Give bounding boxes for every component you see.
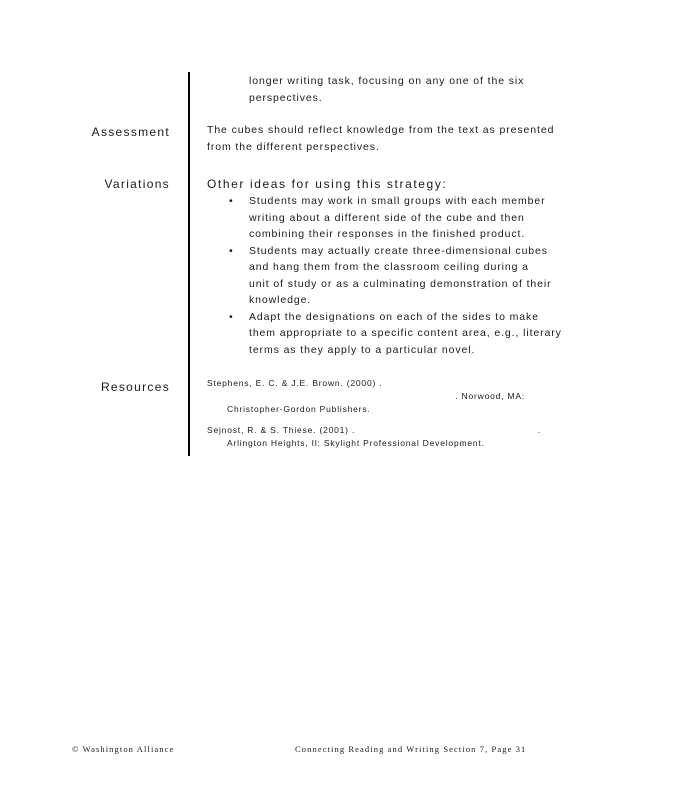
reference-entry xyxy=(207,377,547,416)
continuation-text xyxy=(249,73,524,106)
resources-label: Resources xyxy=(100,380,170,394)
list-item-line: writing about a different side of the cube and then xyxy=(249,211,525,224)
vertical-divider xyxy=(188,72,190,456)
continuation-line: perspectives. xyxy=(249,91,323,104)
continuation-line: longer writing task, focusing on any one of the six xyxy=(249,75,525,87)
assessment-line: from the different perspectives. xyxy=(207,140,380,153)
variations-list xyxy=(229,193,569,358)
list-item-line: unit of study or as a culminating demonstration of their xyxy=(249,277,552,290)
list-item-line: terms as they apply to a particular novel. xyxy=(249,343,476,356)
reference-line-tail: . Norwood, MA: xyxy=(455,391,525,401)
list-item-line: combining their responses in the finished product. xyxy=(249,228,526,240)
assessment-label: Assessment xyxy=(91,125,170,139)
list-item-line: Adapt the designations on each of the sides to make xyxy=(249,310,539,323)
list-item-line: them appropriate to a specific content area, e.g., literary xyxy=(249,327,562,339)
list-item-line: knowledge. xyxy=(249,294,312,306)
list-item xyxy=(229,243,569,309)
reference-publisher: Christopher-Gordon Publishers. xyxy=(227,404,371,414)
assessment-text xyxy=(207,122,554,155)
reference-line-tail: . xyxy=(537,425,541,435)
bullet-icon: • xyxy=(229,195,234,207)
bullet-icon: • xyxy=(229,244,234,257)
list-item-line: Students may work in small groups with each member xyxy=(249,195,546,207)
bullet-icon: • xyxy=(229,310,234,323)
list-item xyxy=(229,309,569,359)
reference-publisher: Arlington Heights, Il: Skylight Professional Development. xyxy=(227,438,485,448)
reference-line: Stephens, E. C. & J.E. Brown. (2000) . xyxy=(207,378,383,388)
footer-page-info: Connecting Reading and Writing Section 7, Page 31 xyxy=(295,744,527,754)
list-item xyxy=(229,193,569,243)
list-item-line: Students may actually create three-dimensional cubes xyxy=(249,244,548,257)
reference-entry xyxy=(207,424,547,450)
list-item-line: and hang them from the classroom ceiling during a xyxy=(249,261,529,273)
footer-copyright: © Washington Alliance xyxy=(72,744,175,754)
variations-heading: Other ideas for using this strategy: xyxy=(207,177,448,191)
variations-label: Variations xyxy=(104,177,170,191)
reference-line: Sejnost, R. & S. Thiese. (2001) . xyxy=(207,425,356,435)
assessment-line: The cubes should reflect knowledge from the text as presented xyxy=(207,124,555,136)
